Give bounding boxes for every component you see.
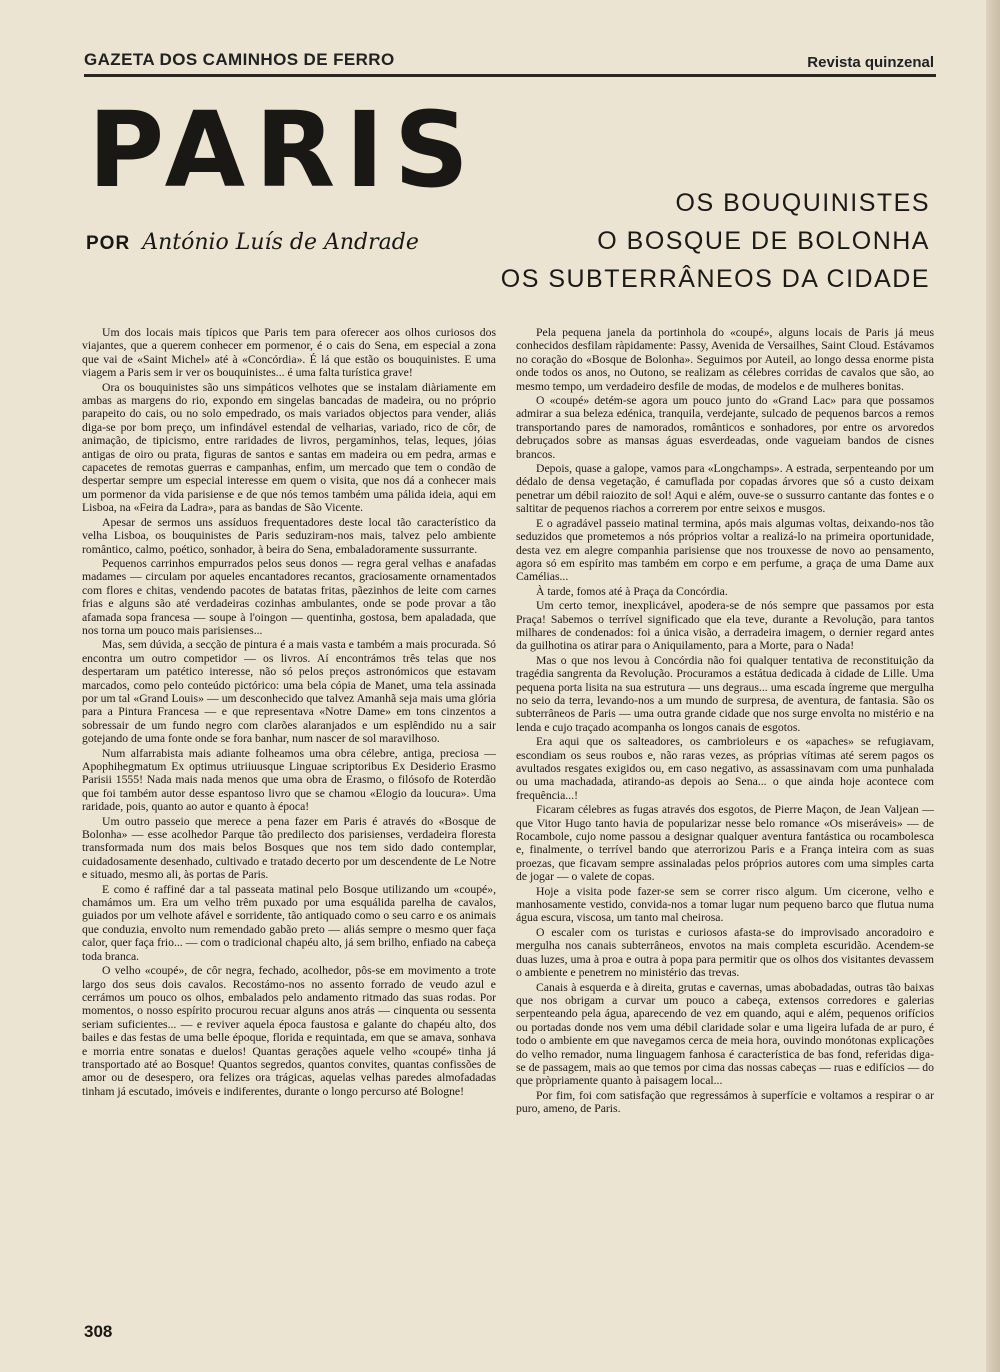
- column-right: [516, 326, 934, 1117]
- paragraph: À tarde, fomos até à Praça da Concórdia.: [536, 584, 728, 598]
- paragraph: Um certo temor, inexplicável, apodera-se de nós sempre que passamos por esta Praça! Sabemos o terrível significado que ela teve, durante a Revolução, para tantos milhares de condenados: foi a única visão, a derradeira imagem, o dernier regard antes da guilhotina os atirar para o Aniquilamento, para a Morte, para o Nada!: [516, 599, 934, 653]
- page-edge: [986, 0, 1000, 1372]
- header-rule: [84, 74, 936, 77]
- paragraph: E o agradável passeio matinal termina, após mais algumas voltas, deixando-nos tão seduzidos que prometemos a nós próprios voltar a realizá-lo na primeira oportunidade, desta vez em alegre companhia parisiense que nos trouxesse de novo ao pensamento, agora só em espírito mas também em corpo e em perfume, a graça de uma Dame aux Camélias...: [516, 516, 934, 584]
- paragraph: Pequenos carrinhos empurrados pelos seus donos — regra geral velhas e anafadas madames — circulam por aqueles encantadores recantos, graciosamente ornamentados com flores e chitas, vendendo pacotes de batatas fritas, pãezinhos de leite com carnes frias e alguns são até verdadeiras cozinhas ambulantes, onde se pode provar a tão afamada sopa francesa — soupe à l'oingon — quentinha, gostosa, bem apaladada, que nos torna um pouco mais parisienses...: [82, 556, 496, 637]
- paragraph: Depois, quase a galope, vamos para «Longchamps». A estrada, serpenteando por um dédalo de densa vegetação, é camuflada por copadas árvores que só a custo deixam penetrar um débil raiozito de sol! Aqui e além, ouve-se o sussurro cantante das fontes e o saltitar de pequenos riachos a correrem por entre seixos e musgos.: [516, 462, 934, 516]
- paragraph: Era aqui que os salteadores, os cambrioleurs e os «apaches» se refugiavam, escondiam os seus roubos e, não raras vezes, as próprias vítimas até serem pagos os avultados resgates exigidos ou, em caso negativo, as assassinavam com uma punhalada ou uma machadada, atirando-as depois ao Sena... o que ainda hoje acontece com frequência...!: [516, 735, 934, 802]
- paragraph: Pela pequena janela da portinhola do «coupé», alguns locais de Paris já meus conhecidos desfilam ràpidamente: Passy, Avenida de Versailhes, Saint Cloud. Estávamos no coração do «Bosque de Bolonha». Seguimos por Auteil, ao longo dessa enorme pista onde todos os anos, no Outono, se realizam as célebres corridas de cavalos que são, ao mesmo tempo, um verdadeiro desfile de modas, de modelos e de mulheres bonitas.: [516, 326, 934, 393]
- publication-name: GAZETA DOS CAMINHOS DE FERRO: [84, 50, 395, 69]
- article-subtitles: [501, 184, 930, 298]
- publication-frequency: Revista quinzenal: [807, 54, 934, 71]
- subtitle-subterraneos: OS SUBTERRÂNEOS DA CIDADE: [500, 265, 930, 293]
- paragraph: Num alfarrabista mais adiante folheamos uma obra célebre, antiga, preciosa — Apophihegmatum Ex optimus utriiuusque Linguae scriptoribus Ex Desiderio Erasmo Parisii 1555! Nada mais nada menos que uma obra de Erasmo, o filósofo de Roterdão que foi também autor desse espantoso livro que se chamou «Elogio da loucura». Uma raridade, pois, quanto ao autor e quanto à época!: [82, 746, 496, 814]
- paragraph: O «coupé» detém-se agora um pouco junto do «Grand Lac» para que possamos admirar a sua beleza edénica, tranquila, verdejante, sulcado de pequenos barcos a remos transportando pares de namorados, românticos e sonhadores, por entre os arvoredos debruçados sobre as mansas águas esverdeadas, onde vagueiam bandos de cisnes brancos.: [516, 394, 934, 461]
- paragraph: E como é raffiné dar a tal passeata matinal pelo Bosque utilizando um «coupé», chamámos um. Era um velho trêm puxado por uma esquálida parelha de cavalos, guiados por um velhote afável e sorridente, tão antiquado como o seu carro e os animais que conduzia, envolto num remendado gabão preto — aliás sempre o mesmo quer faça calor, quer faça frio... — com o tradicional chapéu alto, já sem brilho, enfiado na cabeça toda branca.: [82, 882, 496, 963]
- paragraph: Mas, sem dúvida, a secção de pintura é a mais vasta e também a mais procurada. Só encontra um outro competidor — os livros. Aí encontrámos três telas que nos despertaram um patético interesse, não só pelos preços astronómicos que estavam marcados, como pelo conteúdo pictórico: uma bela cópia de Manet, uma tela assinada por um tal «Grand Louis» — um desconhecido que talvez Amanhã seja mais uma glória para a Pintura Francesa — e que representava «Notre Dame» em tons cinzentos a sobressair de um fundo negro com clarões alaranjados e um esplêndido nu a sair gotejando de uma fonte onde se fora banhar, num nascer de sol maravilhoso.: [82, 638, 496, 746]
- paragraph: Por fim, foi com satisfação que regressámos à superfície e voltamos a respirar o ar puro, ameno, de Paris.: [516, 1088, 934, 1116]
- subtitle-bosque: O BOSQUE DE BOLONHA: [597, 227, 930, 255]
- page-number: 308: [84, 1322, 113, 1341]
- subtitle-bouquinistes: OS BOUQUINISTES: [675, 189, 930, 217]
- byline: [86, 230, 419, 255]
- paragraph: Ficaram célebres as fugas através dos esgotos, de Pierre Maçon, de Jean Valjean — que Vitor Hugo tanto havia de popularizar nesse belo romance «Os miseráveis» — de Rocambole, cujo nome passou a designar qualquer aventura fantástica ou rocambolesca e, finalmente, o terrível bando que aterrorizou Paris e a França inteira com as suas proezas, que ficavam sempre assinaladas pelos próprios autores com uma simples carta de jogar — o valete de copas.: [516, 803, 934, 884]
- paragraph: O velho «coupé», de côr negra, fechado, acolhedor, pôs-se em movimento a trote largo dos seus dois cavalos. Recostámo-nos no assento forrado de veudo azul e cerrámos um pouco os olhos, embalados pelo andamento ritmado das suas rodas. Por momentos, o nosso espírito procurou recuar alguns anos atrás — cinquenta ou sessenta seriam suficientes... — e reviver aquela época faustosa e galante do chapéu alto, dos bailes e das festas de uma belle époque, florida e requintada, em que se amava, sonhava e morria entre sonatas e duelos! Quantas gerações aquele velho «coupé» tinha já transportado até ao Bosque! Quantos segredos, quantos convites, quantas confissões de amor ou de desespero, ora felizes ora trágicas, aquelas velhas paredes almofadadas tinham já escutado, imóveis e indiferentes, durante o longo percurso até Bologne!: [82, 964, 496, 1098]
- article-title: PARIS: [88, 89, 479, 211]
- paragraph: Hoje a visita pode fazer-se sem se correr risco algum. Um cicerone, velho e manhosamente vestido, convida-nos a tomar lugar num pequeno barco que flutua numa água escura, viscosa, um tanto mal cheirosa.: [516, 884, 934, 925]
- byline-prefix: POR: [86, 233, 131, 254]
- paragraph: Apesar de sermos uns assíduos frequentadores deste local tão característico da velha Lisboa, os bouquinistes de Paris seduziram-nos mais, talvez pelo ambiente romântico, calmo, poético, sonhador, à beira do Sena, embaladoramente sussurrante.: [82, 515, 496, 556]
- author-name: António Luís de Andrade: [142, 230, 419, 255]
- column-left: [82, 326, 496, 1099]
- paragraph: Um outro passeio que merece a pena fazer em Paris é através do «Bosque de Bolonha» — esse acolhedor Parque tão predilecto dos parisienses, verdadeira floresta transformada num dos mais belos Bosques que nos tem sido dado contemplar, cuidadosamente desenhado, cultivado e tratado decerto por um descendente de Le Notre e situado, mesmo ali, às portas de Paris.: [82, 814, 496, 882]
- paragraph: Um dos locais mais típicos que Paris tem para oferecer aos olhos curiosos dos viajantes, que a querem conhecer em pormenor, é o cais do Sena, em especial a zona que vai de «Saint Michel» até à «Concórdia». É lá que estão os bouquinistes. E uma viagem a Paris sem ir ver os bouquinistes... é uma falta turística grave!: [82, 326, 496, 380]
- paragraph: Ora os bouquinistes são uns simpáticos velhotes que se instalam diàriamente em ambas as margens do rio, expondo em singelas bancadas de madeira, ou no próprio parapeito do cais, ou no solo empedrado, os mais variados objectos para vender, aliás diga-se por bom preço, um infindável estendal de velharias, variado, rico de côr, de animação, de tipicismo, entre raridades de livros, pergaminhos, telas, leques, jóias antigas de oiro ou prata, figuras de santos e santas em madeira ou em pedra, armas e capacetes de remotas guerras e campanhas, enfim, um mercado que tem o condão de despertar sempre um especial interesse em quem o visita, que nos dá a conhecer mais um pormenor da vida parisiense e de que nós temos também uma pálida ideia, aqui em Lisboa, na «Feira da Ladra», para as bandas de São Vicente.: [82, 380, 496, 515]
- paragraph: Mas o que nos levou à Concórdia não foi qualquer tentativa de reconstituição da tragédia sangrenta da Revolução. Procuramos a estátua dedicada à cidade de Lille. Uma pequena porta lisita na sua estrutura — uns degraus... uma escada íngreme que mergulha no seio da terra, levando-nos a um mundo de surpresa, de aventura, de fantasia. São os subterrâneos de Paris — uma outra grande cidade que nos surge envolta no mistério e na lenda e cujo traçado acompanha os longos canais de esgotos.: [516, 653, 934, 734]
- paragraph: Canais à esquerda e à direita, grutas e cavernas, umas abobadadas, outras tão baixas que nos obrigam a curvar um pouco a cabeça, extensos corredores e galerias serpenteando pela água, aparecendo de vez em quando, aqui e além, pequenos orifícios ou portadas donde nos vem uma débil claridade solar e uma ligeira lufada de ar puro, é todo o ambiente em que navegamos cerca de meia hora, ouvindo monótonas explicações do velho remador, numa linguagem fanhosa é característica de bas fond, referidas diga-se de passagem, mais ao que temos por cima das nossas cabeças — ruas e edifícios — do que pròpriamente quanto à paisagem local...: [516, 980, 934, 1088]
- paragraph: O escaler com os turistas e curiosos afasta-se do improvisado ancoradoiro e mergulha nos canais subterrâneos, envotos na mais completa escuridão. Acendem-se duas luzes, uma à proa e outra à popa para permitir que os olhos dos visitantes devassem o ambiente e penetrem no ministério das trevas.: [516, 925, 934, 980]
